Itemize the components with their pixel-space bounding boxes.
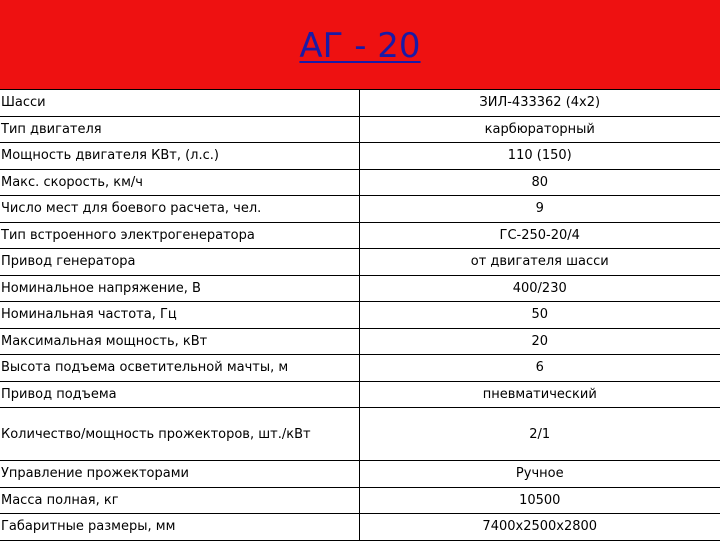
spec-label: Управление прожекторами [0,461,359,488]
spec-label: Макс. скорость, км/ч [0,169,359,196]
spec-label: Мощность двигателя КВт, (л.с.) [0,143,359,170]
spec-value: Ручное [359,461,720,488]
table-row [0,143,720,170]
table-row [0,275,720,302]
spec-label: Номинальная частота, Гц [0,302,359,329]
spec-label: Тип встроенного электрогенератора [0,222,359,249]
spec-value: от двигателя шасси [359,249,720,276]
spec-value: 400/230 [359,275,720,302]
spec-label: Шасси [0,90,359,117]
spec-value: 7400x2500x2800 [359,514,720,541]
spec-label: Привод подъема [0,381,359,408]
table-row [0,461,720,488]
table-row [0,249,720,276]
table-row [0,408,720,461]
spec-value: 110 (150) [359,143,720,170]
spec-value: 80 [359,169,720,196]
spec-label: Габаритные размеры, мм [0,514,359,541]
spec-value: 10500 [359,487,720,514]
spec-label: Масса полная, кг [0,487,359,514]
spec-label: Максимальная мощность, кВт [0,328,359,355]
table-row [0,196,720,223]
spec-value: 6 [359,355,720,382]
table-row [0,328,720,355]
table-row [0,381,720,408]
spec-value: 9 [359,196,720,223]
table-row [0,487,720,514]
page-title: АГ - 20 [299,26,421,66]
table-row [0,222,720,249]
spec-value: пневматический [359,381,720,408]
table-row [0,514,720,541]
table-row [0,116,720,143]
table-row [0,355,720,382]
spec-label: Число мест для боевого расчета, чел. [0,196,359,223]
spec-value: 20 [359,328,720,355]
spec-label: Номинальное напряжение, В [0,275,359,302]
spec-label: Привод генератора [0,249,359,276]
spec-label: Высота подъема осветительной мачты, м [0,355,359,382]
table-row [0,90,720,117]
table-row [0,169,720,196]
spec-value: 2/1 [359,408,720,461]
spec-value: карбюраторный [359,116,720,143]
spec-value: ЗИЛ-433362 (4x2) [359,90,720,117]
spec-label: Тип двигателя [0,116,359,143]
table-row [0,302,720,329]
spec-value: 50 [359,302,720,329]
spec-value: ГС-250-20/4 [359,222,720,249]
specifications-table [0,89,720,541]
spec-label: Количество/мощность прожекторов, шт./кВт [0,408,359,461]
